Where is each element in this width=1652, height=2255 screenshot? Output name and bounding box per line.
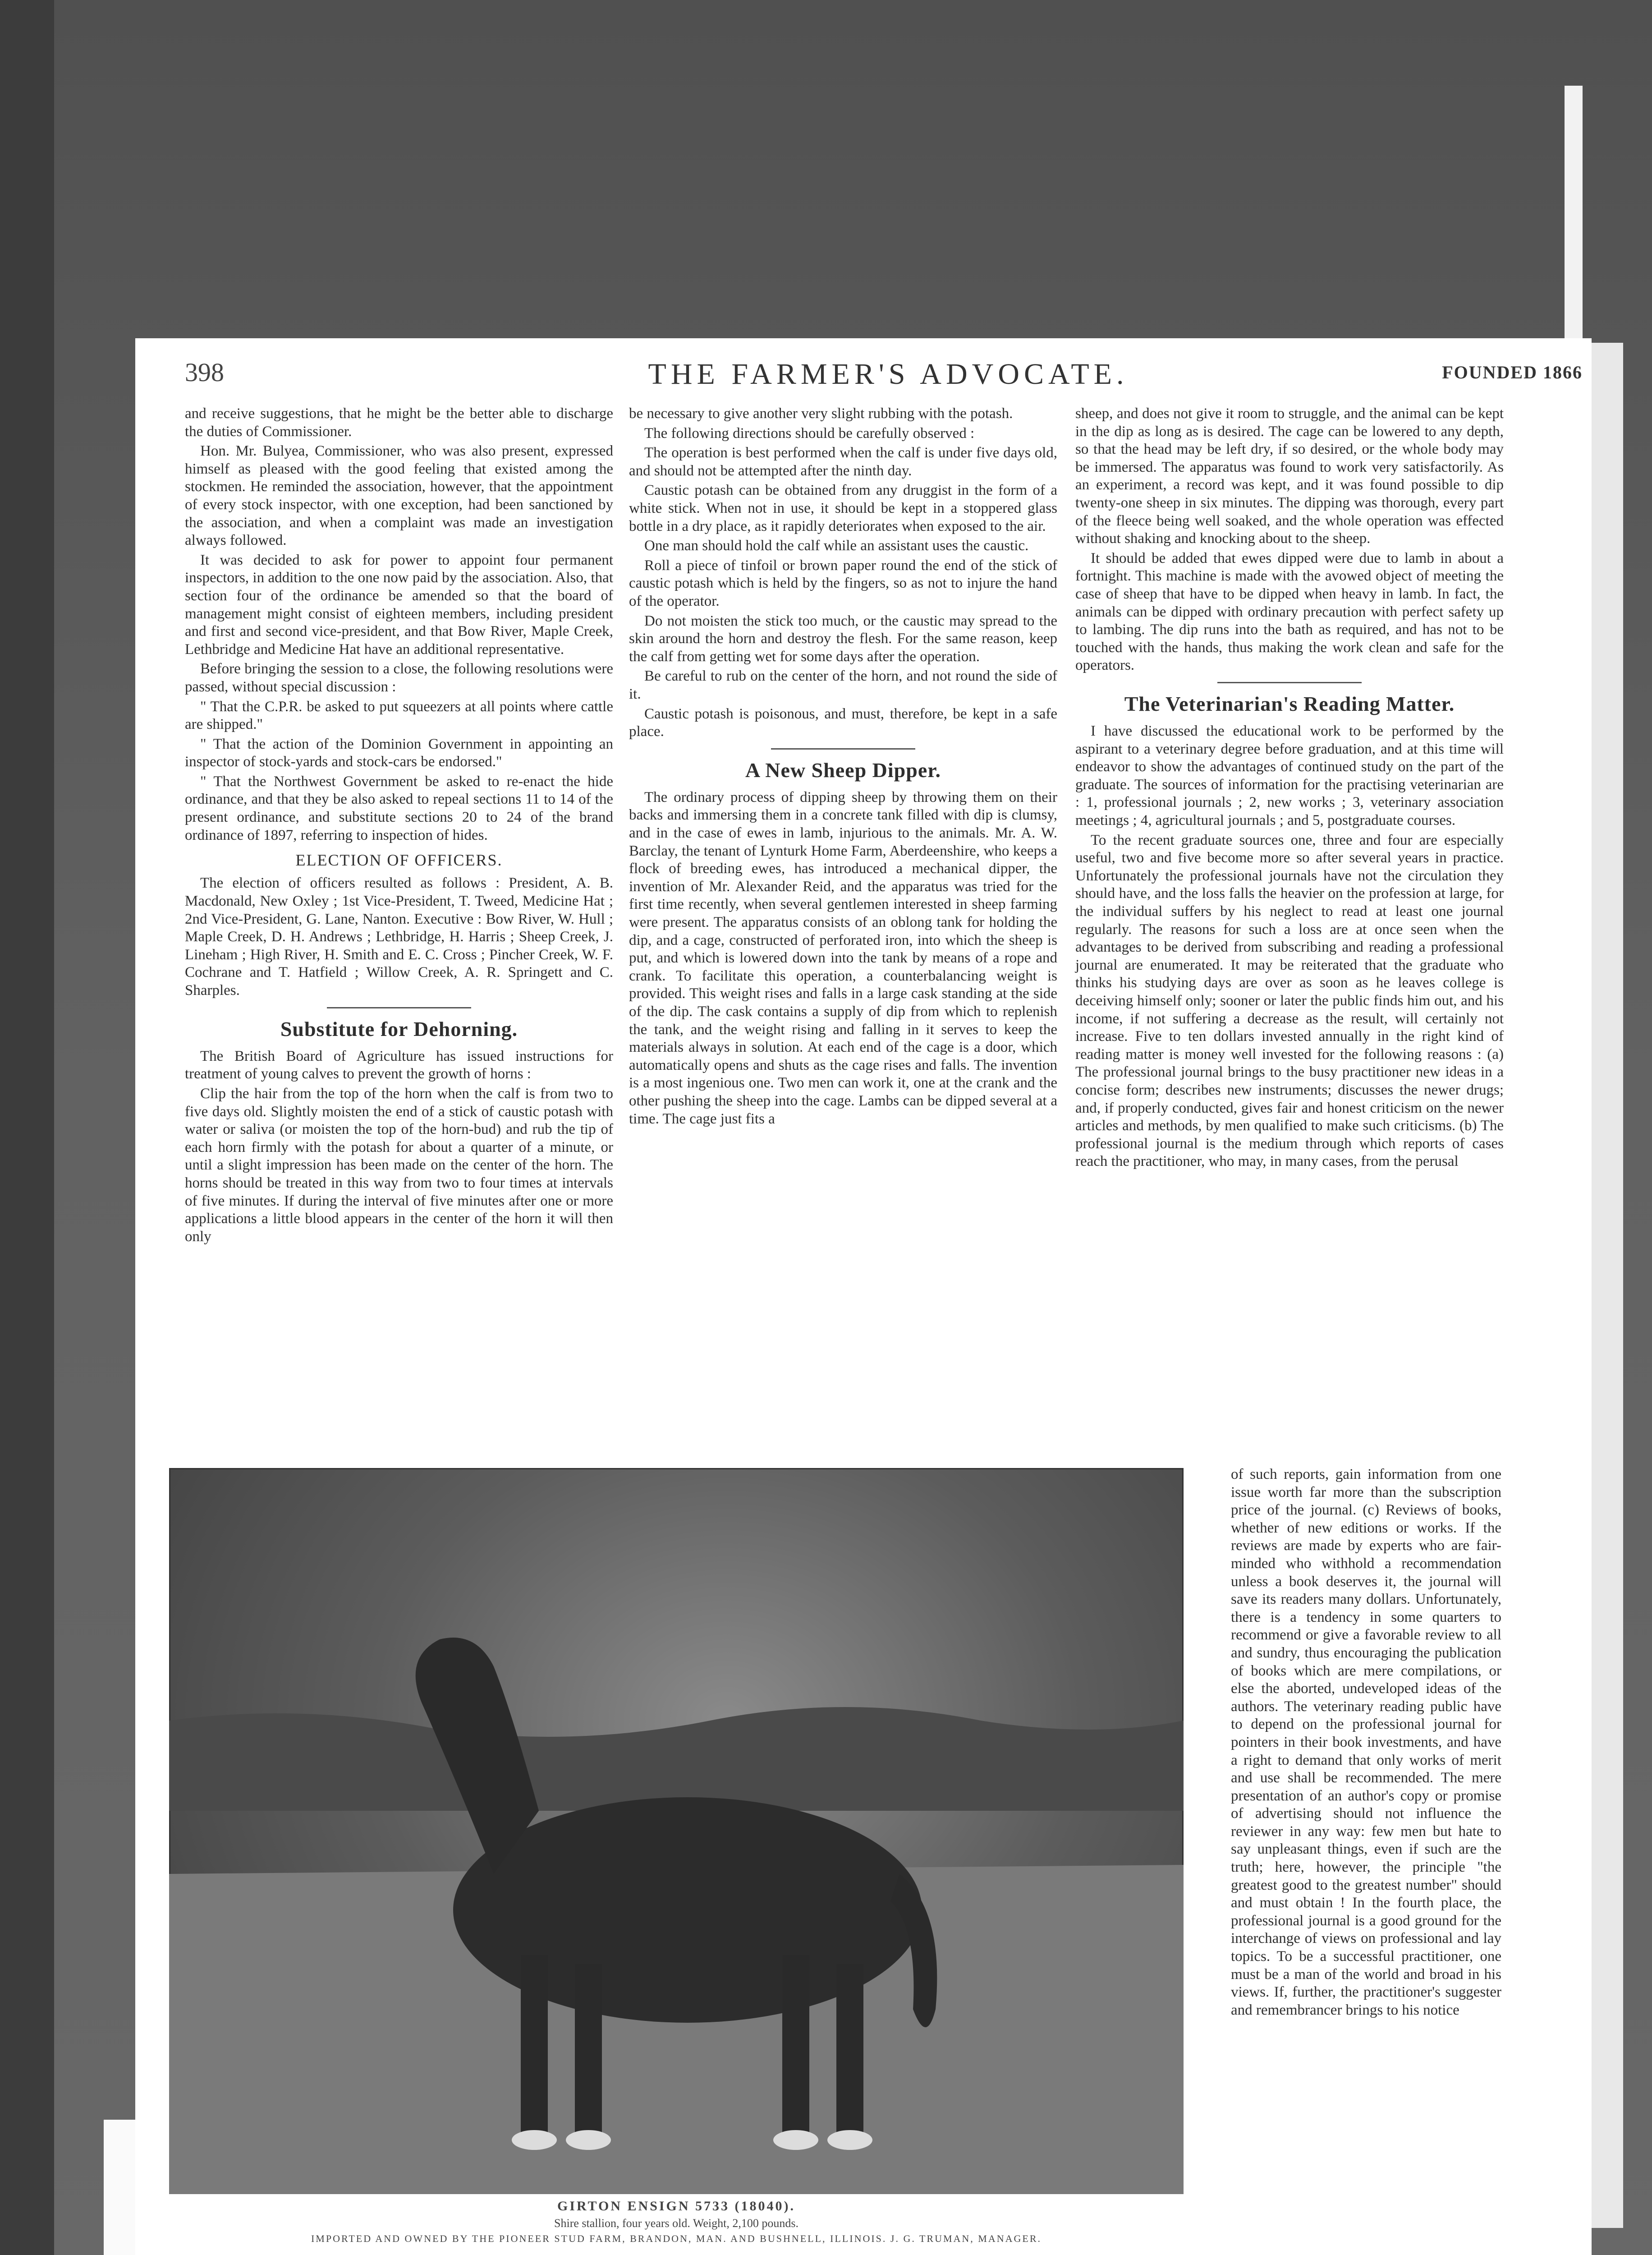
stallion-photo [169,1468,1184,2194]
paragraph: " That the Northwest Government be asked to re-enact the hide ordinance, and that they be also asked to repeal sections 11 to 14 of the present ordinance, and substitute sections 20 to 24 of the brand ordinance of 1897, referring to inspection of hides. [185,773,613,843]
paragraph: Roll a piece of tinfoil or brown paper round the end of the stick of caustic potash which is held by the fingers, so as not to injure the hand of the operator. [629,557,1057,609]
scanner-edge [0,0,54,2255]
paragraph: The British Board of Agriculture has issued instructions for treatment of young calves to prevent the growth of horns : [185,1048,613,1082]
horse-illustration [169,1468,1184,2194]
paragraph: be necessary to give another very slight rubbing with the potash. [629,405,1013,422]
paragraph: It was decided to ask for power to appoint four permanent inspectors, in addition to the one now paid by the association. Also, that section four of the ordinance be amended so that the board of management might consist of eighteen members, including president and first and second vice-president, and that Bow River, Maple Creek, Lethbridge and Medicine Hat have an additional representative. [185,552,613,658]
section-heading: ELECTION OF OFFICERS. [295,851,503,870]
divider [327,1007,471,1008]
paragraph: Clip the hair from the top of the horn when the calf is from two to five days old. Slightly moisten the end of a stick of caustic potash with water or saliva (or moisten the top of the horn-bud) and rub the tip of each horn firmly with the potash for about a quarter of a minute, or until a slight impression has been made on the center of the horn. The horns should be treated in this way from two to four times at intervals of five minutes. If during the interval of five minutes after one or more applications a little blood appears in the center of the horn it will then only [185,1085,613,1245]
column-1 [185,405,613,1247]
paragraph: The operation is best performed when the calf is under five days old, and should not be attempted after the ninth day. [629,445,1057,479]
paragraph: Do not moisten the stick too much, or the caustic may spread to the skin around the horn and destroy the flesh. For the same reason, keep the calf from getting wet for some days after the operation. [629,612,1057,665]
page-header [185,357,1601,398]
article-heading: A New Sheep Dipper. [745,758,941,782]
paragraph: sheep, and does not give it room to struggle, and the animal can be kept in the dip as long as is desired. The cage can be lowered to any depth, so that the head may be left dry, if so desired, or the whole body may be immersed. The apparatus was found to work very satisfactorily. As an experiment, a record was kept, and it was found possible to dip twenty-one sheep in six minutes. The dipping was thorough, every part of the fleece being well soaked, and the whole operation was effected without shaking and knocking about to the sheep. [1075,405,1504,547]
paragraph: Caustic potash can be obtained from any druggist in the form of a white stick. When not in use, it should be kept in a stoppered glass bottle in a dry place, as it rapidly deteriorates when exposed to the air. [629,482,1057,534]
newspaper-page [135,338,1592,2255]
paragraph: The ordinary process of dipping sheep by throwing them on their backs and immersing them in a concrete tank filled with dip is clumsy, and in the case of ewes in lamb, injurious to the animals. Mr. A. W. Barclay, the tenant of Lynturk Home Farm, Aberdeenshire, who keeps a flock of breeding ewes, has introduced a mechanical dipper, the invention of Mr. Alexander Reid, and the apparatus was tried for the first time recently, when several gentlemen interested in sheep farming were present. The apparatus consists of an oblong tank for holding the dip, and a cage, constructed of perforated iron, into which the sheep is put, and which is lowered down into the tank by means of a rope and crank. To facilitate this operation, a counterbalancing weight is provided. This weight rises and falls in a large cask standing at the side of the dip. The cask contains a supply of dip from which to replenish the tank, and the weight rising and falling in it serves to keep the materials always in solution. At each end of the cage is a door, which automatically opens and shuts as the cage rises and falls. The invention is a most ingenious one. Two men can work it, one at the crank and the other pushing the sheep into the cage. Lambs can be dipped several at a time. The cage just fits a [629,789,1057,1127]
paragraph: The election of officers resulted as follows : President, A. B. Macdonald, New Oxley ; 1st Vice-President, T. Tweed, Medicine Hat ; 2nd Vice-President, G. Lane, Nanton. Executive : Bow River, W. Hull ; Maple Creek, D. H. Andrews ; Lethbridge, H. Harris ; Sheep Creek, J. Lineham ; High River, H. Smith and E. C. Cross ; Pincher Creek, W. F. Cochrane and T. Hatfield ; Willow Creek, A. R. Springett and C. Sharples. [185,875,613,999]
masthead-title: THE FARMER'S ADVOCATE. [648,358,1129,391]
photo-caption [169,2199,1184,2245]
paragraph: Before bringing the session to a close, the following resolutions were passed, without special discussion : [185,661,613,695]
paragraph: of such reports, gain information from one issue worth far more than the subscription price of the journal. (c) Reviews of books, whether of new editions or works. If the reviews are made by experts who are fair-minded who withhold a recommendation unless a book deserves it, the journal will save its readers many dollars. Unfortunately, there is a tendency in some quarters to recommend or give a favorable review to all and sundry, thus encouraging the publication of books which are mere compilations, or else the aborted, undeveloped ideas of the authors. The veterinary reading public have to depend on the professional journal for pointers in their book investments, and have a right to demand that only works of merit and use shall be recommended. The mere presentation of an author's copy or promise of advertising should not influence the reviewer in any way: few men but hate to say unpleasant things, even if such are the truth; here, however, the principle "the greatest good to the greatest number" should and must obtain ! In the fourth place, the professional journal is a good ground for the interchange of views on professional and lay topics. To be a successful practitioner, one must be a man of the world and broad in his views. If, further, the practitioner's suggester and remembrancer brings to his notice [1231,1466,1501,2018]
article-heading: Substitute for Dehorning. [280,1017,518,1040]
page-number: 398 [185,358,224,387]
caption-subtitle: Shire stallion, four years old. Weight, 2,100 pounds. [554,2217,798,2230]
paragraph: Hon. Mr. Bulyea, Commissioner, who was also present, expressed himself as pleased with the good feeling that existed among the stockmen. He reminded the association, however, that the appointment of every stock inspector, with one exception, had been sanctioned by the association, and when a complaint was made an investigation always followed. [185,443,613,549]
paragraph: One man should hold the calf while an assistant uses the caustic. [644,538,1029,554]
column-2 [629,405,1057,1130]
paragraph: Caustic potash is poisonous, and must, therefore, be kept in a safe place. [629,705,1057,740]
caption-owner: IMPORTED AND OWNED BY THE PIONEER STUD FARM, BRANDON, MAN. AND BUSHNELL, ILLINOIS. J. G. TRUMAN, MANAGER. [311,2233,1042,2244]
column-3 [1075,405,1504,1173]
caption-title: GIRTON ENSIGN 5733 (18040). [557,2199,796,2214]
divider [771,748,915,750]
paragraph: I have discussed the educational work to be performed by the aspirant to a veterinary degree before graduation, and at this time will endeavor to show the advantages of continued study on the part of the graduate. The sources of information for the practising veterinarian are : 1, professional journals ; 2, new works ; 3, veterinary association meetings ; 4, agricultural journals ; and 5, postgraduate courses. [1075,723,1504,829]
divider [1217,682,1362,683]
paragraph: and receive suggestions, that he might be the better able to discharge the duties of Commissioner. [185,405,613,440]
paragraph: Be careful to rub on the center of the horn, and not round the side of it. [629,668,1057,702]
paragraph: It should be added that ewes dipped were due to lamb in about a fortnight. This machine is made with the avowed object of meeting the case of sheep that have to be dipped when heavy in lamb. In fact, the animals can be dipped with ordinary precaution with perfect safety up to lambing. The dip runs into the bath as required, and has not to be touched with the hands, thus making the work clean and safe for the operators. [1075,550,1504,674]
column-3-continued [1231,1466,1501,2021]
paragraph: " That the C.P.R. be asked to put squeezers at all points where cattle are shipped." [185,698,613,733]
article-heading: The Veterinarian's Reading Matter. [1124,692,1455,715]
paragraph: To the recent graduate sources one, three and four are especially useful, two and five become more so after several years in practice. Unfortunately the professional journals have not the circulation they should have, and the loss falls the heavier on the profession at large, for the individual suffers by his neglect to read at least one journal regularly. The reasons for such a loss are at once seen when the advantages to be derived from subscribing and reading a professional journal are enumerated. It may be reiterated that the graduate who thinks his studying days are over as soon as he leaves college is deceiving himself only; sooner or later the public finds him out, and his income, if not suffering a decrease as the result, will certainly not increase. Five to ten dollars invested annually in the right kind of reading matter is money well invested for the following reasons : (a) The professional journal brings to the busy practitioner new ideas in a concise form; describes new instruments; discusses the newer drugs; and, if properly conducted, gives fair and honest criticism on the newer articles and methods, by men qualified to make such criticisms. (b) The professional journal is the medium through which reports of cases reach the practitioner, who may, in many cases, from the perusal [1075,832,1504,1170]
paragraph: The following directions should be carefully observed : [644,425,975,442]
paragraph: " That the action of the Dominion Government in appointing an inspector of stock-yards and stock-cars be endorsed." [185,736,613,770]
founded-label: FOUNDED 1866 [1442,362,1583,382]
